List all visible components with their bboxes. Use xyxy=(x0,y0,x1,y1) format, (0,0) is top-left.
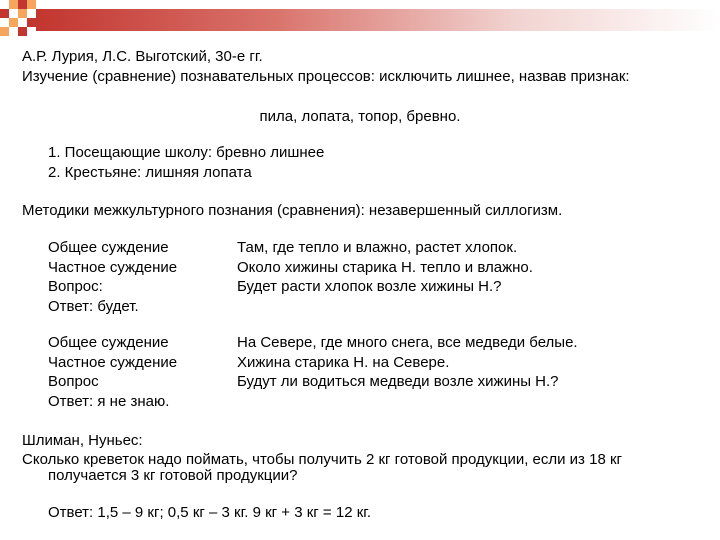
syllogism-label: Ответ: будет. xyxy=(48,297,139,315)
deco-square xyxy=(27,18,36,27)
deco-square xyxy=(0,9,9,18)
word-list: пила, лопата, топор, бревно. xyxy=(259,108,461,125)
deco-square xyxy=(18,0,27,9)
syllogism-text: Около хижины старика Н. тепло и влажно. xyxy=(237,258,533,276)
deco-square xyxy=(9,18,18,27)
deco-square xyxy=(27,0,36,9)
deco-square xyxy=(0,27,9,36)
syllogism-text: Там, где тепло и влажно, растет хлопок. xyxy=(237,239,518,256)
deco-square xyxy=(9,0,18,9)
method-line: Методики межкультурного познания (сравнения): незавершенный силлогизм. xyxy=(22,202,563,219)
syllogism-label: Общее суждение xyxy=(48,334,169,351)
deco-square xyxy=(18,27,27,36)
answer-schoolgoers: 1. Посещающие школу: бревно лишнее xyxy=(48,144,325,161)
syllogism-text: На Севере, где много снега, все медведи белые. xyxy=(237,334,578,351)
syllogism1-texts xyxy=(237,238,533,297)
problem-line-2: получается 3 кг готовой продукции? xyxy=(48,467,298,484)
syllogism-label: Частное суждение xyxy=(48,353,178,371)
syllogism-label: Общее суждение xyxy=(48,239,169,256)
problem-authors: Шлиман, Нуньес: xyxy=(22,432,143,449)
deco-square xyxy=(18,9,27,18)
problem-line-1: Сколько креветок надо поймать, чтобы получить 2 кг готовой продукции, если из 18 кг xyxy=(22,451,622,468)
syllogism-text: Хижина старика Н. на Севере. xyxy=(237,353,450,371)
author-line: А.Р. Лурия, Л.С. Выготский, 30-е гг. xyxy=(22,48,263,65)
syllogism2-labels xyxy=(48,333,177,411)
answer-peasants: 2. Крестьяне: лишняя лопата xyxy=(48,164,252,181)
syllogism2-texts xyxy=(237,333,578,392)
syllogism-text: Будут ли водиться медведи возле хижины Н.? xyxy=(237,373,559,390)
syllogism-text: Будет расти хлопок возле хижины Н.? xyxy=(237,278,502,295)
syllogism-label: Вопрос: xyxy=(48,278,103,295)
problem-answer: Ответ: 1,5 – 9 кг; 0,5 кг – 3 кг. 9 кг + 3 кг = 12 кг. xyxy=(48,504,372,521)
header-gradient-bar xyxy=(36,9,720,31)
syllogism-label: Частное суждение xyxy=(48,258,178,276)
syllogism1-labels xyxy=(48,238,177,316)
syllogism-label: Вопрос xyxy=(48,373,99,390)
syllogism-label: Ответ: я не знаю. xyxy=(48,392,170,410)
task-line: Изучение (сравнение) познавательных процессов: исключить лишнее, назвав признак: xyxy=(22,68,630,85)
